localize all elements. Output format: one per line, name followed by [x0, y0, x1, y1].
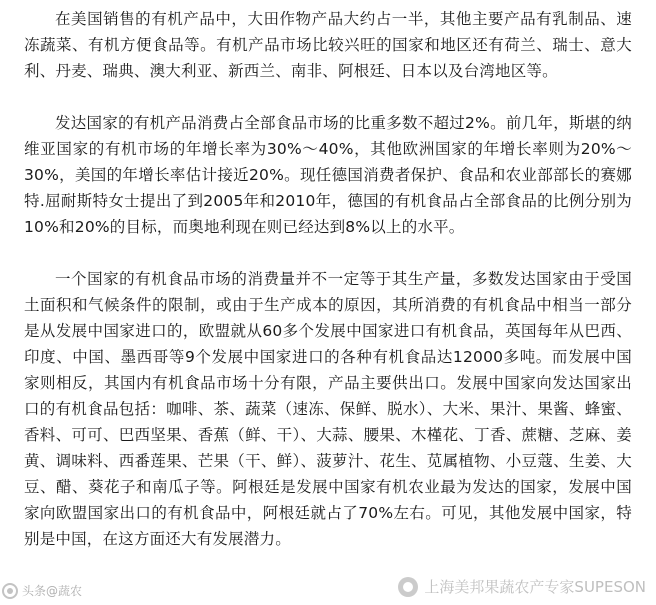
right-watermark-text: 上海美邦果蔬农产专家SUPESON	[424, 578, 646, 596]
paragraph-2: 发达国家的有机产品消费占全部食品市场的比重多数不超过2%。前几年，斯堪的纳维亚国家的有机市场的年增长率为30%～40%，其他欧洲国家的年增长率则为20%～30%，美国的年增长率估计接近20%。现任德国消费者保护、食品和农业部部长的赛娜特.屈耐斯特女士提出了到2005年和2010年，德国的有机食品占全部食品的比例分别为10%和20%的目标，而奥地利现在则已经达到8%以上的水平。	[24, 114, 632, 236]
left-watermark-text: 头条@蔬农	[22, 584, 83, 598]
paragraph-spacer	[24, 240, 632, 266]
paragraph-3: 一个国家的有机食品市场的消费量并不一定等于其生产量，多数发达国家由于受国土面积和气候条件的限制，或由于生产成本的原因，其所消费的有机食品中相当一部分是从发展中国家进口的，欧盟就从60多个发展中国家进口有机食品，英国每年从巴西、印度、中国、墨西哥等9个发展中国家进口的各种有机食品达12000多吨。而发展中国家则相反，其国内有机食品市场十分有限，产品主要供出口。发展中国家向发达国家出口的有机食品包括：咖啡、茶、蔬菜（速冻、保鲜、脱水）、大米、果汁、果酱、蜂蜜、香料、可可、巴西坚果、香蕉（鲜、干）、大蒜、腰果、木槿花、丁香、蔗糖、芝麻、姜黄、调味料、西番莲果、芒果（干、鲜）、菠萝汁、花生、苋属植物、小豆蔻、生姜、大豆、醋、葵花子和南瓜子等。阿根廷是发展中国家有机农业最为发达的国家，发展中国家向欧盟国家出口的有机食品中，阿根廷就占了70%左右。可见，其他发展中国家，特别是中国，在这方面还大有发展潜力。	[24, 270, 632, 548]
paragraph-spacer	[24, 84, 632, 110]
paragraph-1: 在美国销售的有机产品中，大田作物产品大约占一半，其他主要产品有乳制品、速冻蔬菜、有机方便食品等。有机产品市场比较兴旺的国家和地区还有荷兰、瑞士、意大利、丹麦、瑞典、澳大利亚、新西兰、南非、阿根廷、日本以及台湾地区等。	[24, 10, 632, 80]
